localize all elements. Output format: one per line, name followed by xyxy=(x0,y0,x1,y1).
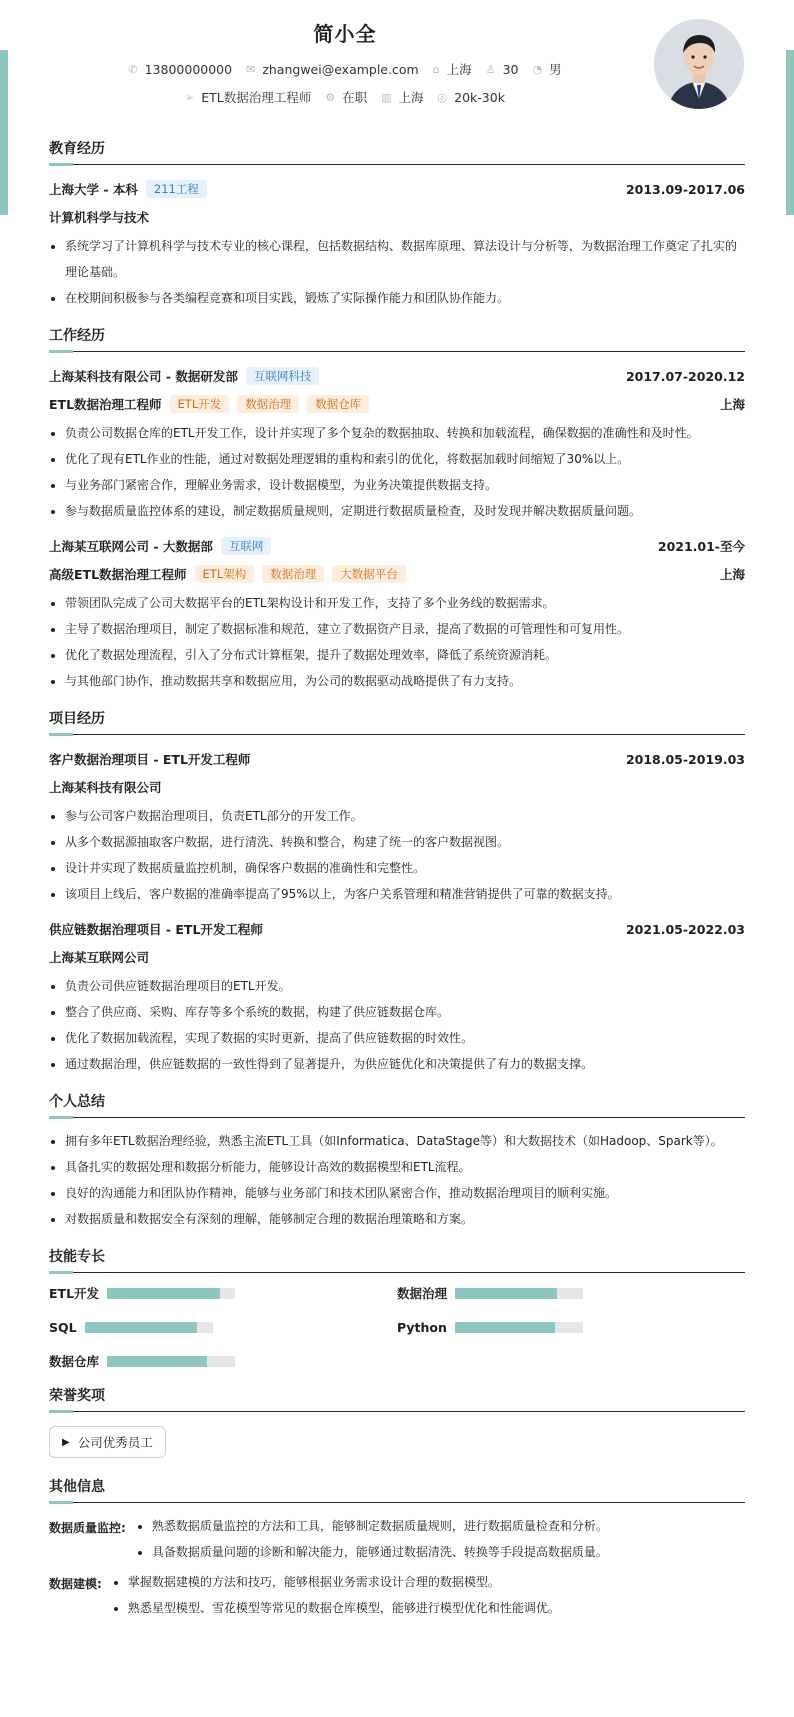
project-bullets xyxy=(49,973,745,1077)
section-title: 教育经历 xyxy=(49,138,745,165)
work-section xyxy=(49,325,745,694)
candidate-name: 简小全 xyxy=(313,22,377,46)
skill-tag: 大数据平台 xyxy=(332,565,406,583)
list-item: • 优化了现有ETL作业的性能，通过对数据处理逻辑的重构和索引的优化，将数据加载时间缩短了30%以上。 xyxy=(65,446,745,472)
position-item xyxy=(185,88,311,106)
job-date: 2021.01-至今 xyxy=(657,539,745,554)
phone-icon: ✆ xyxy=(128,62,138,76)
company-tag: 互联网科技 xyxy=(246,367,320,385)
status: 在职 xyxy=(342,90,368,105)
skill-bar xyxy=(85,1322,213,1333)
list-item: • 整合了供应商、采购、库存等多个系统的数据，构建了供应链数据仓库。 xyxy=(65,999,745,1025)
skill-item xyxy=(49,1283,397,1303)
skill-bar xyxy=(107,1356,235,1367)
other-section xyxy=(49,1476,745,1621)
skill-bar xyxy=(455,1288,583,1299)
list-item: • 具备扎实的数据处理和数据分析能力，能够设计高效的数据模型和ETL流程。 xyxy=(65,1154,745,1180)
list-item: • 具备数据质量问题的诊断和解决能力，能够通过数据清洗、转换等手段提高数据质量。 xyxy=(152,1539,608,1565)
skill-tag: 数据治理 xyxy=(237,395,299,413)
project-org-row xyxy=(49,773,745,801)
list-item: • 优化了数据加载流程，实现了数据的实时更新，提高了供应链数据的时效性。 xyxy=(65,1025,745,1051)
list-item: • 系统学习了计算机科学与技术专业的核心课程，包括数据结构、数据库原理、算法设计与分析等，为数据治理工作奠定了扎实的理论基础。 xyxy=(65,233,745,285)
work-city: 上海 xyxy=(398,90,424,105)
intent-row xyxy=(0,88,690,106)
list-item: • 负责公司供应链数据治理项目的ETL开发。 xyxy=(65,973,745,999)
list-item: • 良好的沟通能力和团队协作精神，能够与业务部门和技术团队紧密合作，推动数据治理项目的顺利实施。 xyxy=(65,1180,745,1206)
skill-name: Python xyxy=(397,1319,447,1335)
job-location: 上海 xyxy=(719,397,745,412)
gender-icon: ◔ xyxy=(532,62,543,76)
skill-bar-fill xyxy=(107,1288,220,1299)
list-item: • 优化了数据处理流程，引入了分布式计算框架，提升了数据处理效率，降低了系统资源消耗。 xyxy=(65,642,745,668)
phone-item xyxy=(128,60,232,78)
skills-section xyxy=(49,1246,745,1371)
skill-item xyxy=(397,1283,745,1303)
email-item xyxy=(246,60,419,78)
list-item: • 对数据质量和数据安全有深刻的理解，能够制定合理的数据治理策略和方案。 xyxy=(65,1206,745,1232)
job-bullets xyxy=(49,420,745,524)
projects-section xyxy=(49,708,745,1077)
section-title: 个人总结 xyxy=(49,1091,745,1118)
education-bullets xyxy=(49,233,745,311)
project-date: 2018.05-2019.03 xyxy=(625,751,745,767)
job-role: ETL数据治理工程师 xyxy=(49,397,162,412)
avatar xyxy=(654,19,744,109)
section-title: 项目经历 xyxy=(49,708,745,735)
skill-item xyxy=(49,1317,397,1337)
email: zhangwei@example.com xyxy=(262,61,419,77)
skill-bar-fill xyxy=(107,1356,207,1367)
honors-section xyxy=(49,1385,745,1472)
company: 上海某科技有限公司 - 数据研发部 xyxy=(49,369,238,384)
company-tag: 互联网 xyxy=(221,537,272,555)
list-item: • 从多个数据源抽取客户数据，进行清洗、转换和整合，构建了统一的客户数据视图。 xyxy=(65,829,745,855)
summary-section xyxy=(49,1091,745,1232)
home-icon: ⌂ xyxy=(432,62,440,76)
skill-bar-fill xyxy=(455,1288,557,1299)
major: 计算机科学与技术 xyxy=(49,210,150,225)
money-icon: ◎ xyxy=(437,90,448,104)
work-city-item xyxy=(381,88,423,106)
list-item: • 拥有多年ETL数据治理经验，熟悉主流ETL工具（如Informatica、DataStage等）和大数据技术（如Hadoop、Spark等）。 xyxy=(65,1128,745,1154)
project-date: 2021.05-2022.03 xyxy=(625,921,745,937)
summary-bullets xyxy=(49,1128,745,1232)
salary-item xyxy=(438,88,505,106)
skill-bar xyxy=(107,1288,235,1299)
list-item: • 该项目上线后，客户数据的准确率提高了95%以上，为客户关系管理和精准营销提供了可靠的数据支持。 xyxy=(65,881,745,907)
contact-row xyxy=(0,60,690,78)
list-item: • 与业务部门紧密合作，理解业务需求，设计数据模型，为业务决策提供数据支持。 xyxy=(65,472,745,498)
job-date: 2017.07-2020.12 xyxy=(625,368,745,384)
project-name: 供应链数据治理项目 - ETL开发工程师 xyxy=(49,922,263,937)
skill-bar-fill xyxy=(455,1322,555,1333)
skill-name: 数据治理 xyxy=(397,1286,448,1301)
skill-name: SQL xyxy=(49,1319,77,1335)
other-group xyxy=(49,1569,745,1621)
project-name: 客户数据治理项目 - ETL开发工程师 xyxy=(49,752,251,767)
resume-header xyxy=(0,0,794,120)
job-company-row xyxy=(49,362,745,390)
phone: 13800000000 xyxy=(144,61,233,77)
age: 30 xyxy=(502,61,519,77)
job-location: 上海 xyxy=(719,567,745,582)
education-date: 2013.09-2017.06 xyxy=(625,181,745,197)
list-item: • 主导了数据治理项目，制定了数据标准和规范，建立了数据资产目录，提高了数据的可管理性和可复用性。 xyxy=(65,616,745,642)
other-group xyxy=(49,1513,745,1565)
gear-icon: ⚙ xyxy=(325,90,336,104)
list-item: • 参与数据质量监控体系的建设，制定数据质量规则，定期进行数据质量检查，及时发现并解决数据质量问题。 xyxy=(65,498,745,524)
skill-tag: ETL开发 xyxy=(170,395,230,413)
skill-name: 数据仓库 xyxy=(49,1354,100,1369)
skill-name: ETL开发 xyxy=(49,1286,100,1301)
other-label: 数据建模: xyxy=(49,1577,102,1591)
position: ETL数据治理工程师 xyxy=(201,90,312,105)
skill-bar-fill xyxy=(85,1322,198,1333)
list-item: • 通过数据治理，供应链数据的一致性得到了显著提升，为供应链优化和决策提供了有力的数据支撑。 xyxy=(65,1051,745,1077)
skill-item xyxy=(397,1317,745,1337)
project-row xyxy=(49,915,745,943)
list-item: • 与其他部门协作，推动数据共享和数据应用，为公司的数据驱动战略提供了有力支持。 xyxy=(65,668,745,694)
project-bullets xyxy=(49,803,745,907)
list-item: • 在校期间积极参与各类编程竞赛和项目实践，锻炼了实际操作能力和团队协作能力。 xyxy=(65,285,745,311)
list-item: • 参与公司客户数据治理项目，负责ETL部分的开发工作。 xyxy=(65,803,745,829)
salary: 20k-30k xyxy=(454,89,505,105)
section-title: 工作经历 xyxy=(49,325,745,352)
list-item: • 负责公司数据仓库的ETL开发工作，设计并实现了多个复杂的数据抽取、转换和加载流程，确保数据的准确性和及时性。 xyxy=(65,420,745,446)
city-item xyxy=(433,60,472,78)
job-bullets xyxy=(49,590,745,694)
list-item: • 熟悉数据质量监控的方法和工具，能够制定数据质量规则，进行数据质量检查和分析。 xyxy=(152,1513,608,1539)
mail-icon: ✉ xyxy=(246,62,256,76)
skills-grid xyxy=(49,1283,745,1371)
project-org: 上海某互联网公司 xyxy=(49,950,150,965)
list-item: • 设计并实现了数据质量监控机制，确保客户数据的准确性和完整性。 xyxy=(65,855,745,881)
skill-tag: ETL架构 xyxy=(195,565,255,583)
skill-tag: 数据仓库 xyxy=(307,395,369,413)
project-row xyxy=(49,745,745,773)
award-name: 公司优秀员工 xyxy=(77,1435,153,1450)
project-org-row xyxy=(49,943,745,971)
avatar-image xyxy=(654,19,744,109)
play-icon: ▶ xyxy=(62,1436,70,1448)
award-badge xyxy=(49,1426,166,1458)
gender-item xyxy=(532,60,561,78)
section-title: 荣誉奖项 xyxy=(49,1385,745,1412)
gender: 男 xyxy=(549,62,562,77)
resume-body xyxy=(49,138,745,1625)
job-role: 高级ETL数据治理工程师 xyxy=(49,567,187,582)
section-title: 技能专长 xyxy=(49,1246,745,1273)
job-role-row xyxy=(49,560,745,588)
company: 上海某互联网公司 - 大数据部 xyxy=(49,539,213,554)
other-label: 数据质量监控: xyxy=(49,1521,126,1535)
person-icon: ♙ xyxy=(485,62,496,76)
list-item: • 掌握数据建模的方法和技巧，能够根据业务需求设计合理的数据模型。 xyxy=(128,1569,560,1595)
age-item xyxy=(486,60,519,78)
section-title: 其他信息 xyxy=(49,1476,745,1503)
project-org: 上海某科技有限公司 xyxy=(49,780,162,795)
education-row xyxy=(49,175,745,203)
school-tag: 211工程 xyxy=(146,180,207,198)
education-section xyxy=(49,138,745,311)
city: 上海 xyxy=(446,62,472,77)
job-company-row xyxy=(49,532,745,560)
skill-tag: 数据治理 xyxy=(262,565,324,583)
list-item: • 带领团队完成了公司大数据平台的ETL架构设计和开发工作，支持了多个业务线的数据需求。 xyxy=(65,590,745,616)
building-icon: ▥ xyxy=(381,90,392,104)
skill-item xyxy=(49,1351,397,1371)
other-bullets xyxy=(126,1513,608,1565)
school: 上海大学 - 本科 xyxy=(49,182,138,197)
skill-bar xyxy=(455,1322,583,1333)
major-row xyxy=(49,203,745,231)
job-role-row xyxy=(49,390,745,418)
list-item: • 熟悉星型模型、雪花模型等常见的数据仓库模型，能够进行模型优化和性能调优。 xyxy=(128,1595,560,1621)
other-bullets xyxy=(102,1569,560,1621)
status-item xyxy=(325,88,367,106)
send-icon: ➢ xyxy=(185,90,195,104)
